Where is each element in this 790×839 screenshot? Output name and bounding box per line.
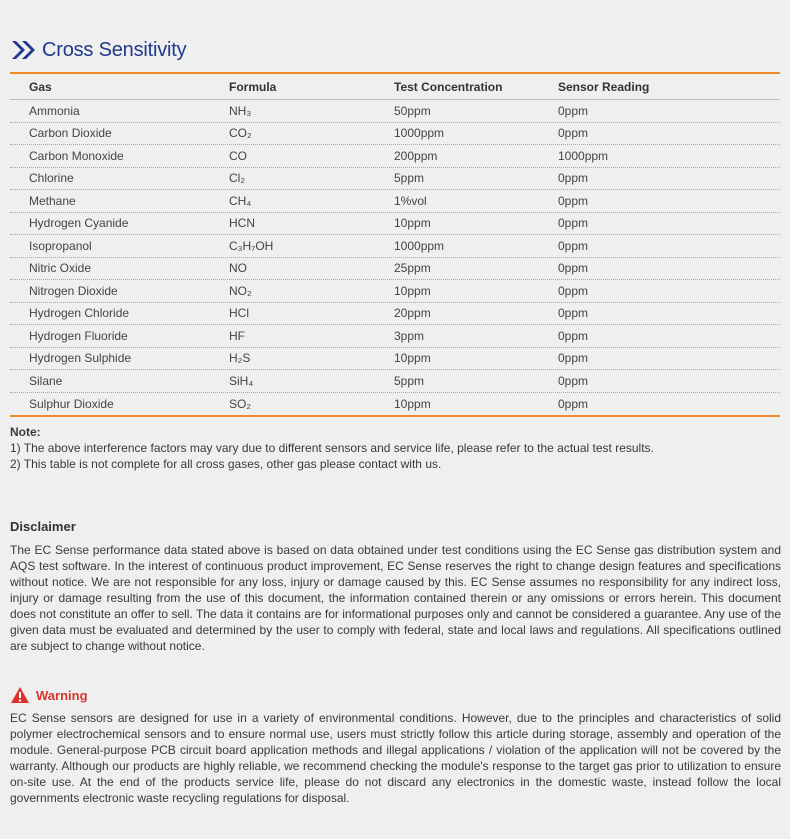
note-line: 2) This table is not complete for all cross gases, other gas please contact with us. bbox=[10, 457, 442, 471]
cell-reading: 0ppm bbox=[558, 261, 589, 276]
cell-concentration: 1000ppm bbox=[394, 238, 445, 253]
cell-gas: Ammonia bbox=[29, 103, 80, 118]
disclaimer-title: Disclaimer bbox=[10, 519, 76, 534]
header-gas: Gas bbox=[29, 79, 52, 94]
table-row bbox=[10, 370, 780, 393]
section-title: Cross Sensitivity bbox=[42, 38, 187, 61]
note-block bbox=[10, 424, 654, 472]
section-header bbox=[10, 38, 186, 62]
warning-title: Warning bbox=[36, 687, 88, 703]
cell-formula: SO₂ bbox=[229, 396, 251, 411]
double-chevron-right-icon bbox=[10, 39, 38, 61]
cell-gas: Methane bbox=[29, 193, 76, 208]
cell-gas: Nitrogen Dioxide bbox=[29, 283, 118, 298]
cell-concentration: 50ppm bbox=[394, 103, 431, 118]
cell-concentration: 25ppm bbox=[394, 261, 431, 276]
cell-gas: Sulphur Dioxide bbox=[29, 396, 114, 411]
cell-reading: 0ppm bbox=[558, 238, 589, 253]
cell-reading: 0ppm bbox=[558, 306, 589, 321]
cell-gas: Carbon Monoxide bbox=[29, 148, 124, 163]
cell-gas: Hydrogen Chloride bbox=[29, 306, 130, 321]
cell-concentration: 10ppm bbox=[394, 216, 431, 231]
cell-concentration: 1%vol bbox=[394, 193, 427, 208]
cell-gas: Hydrogen Cyanide bbox=[29, 216, 129, 231]
table-row bbox=[10, 213, 780, 236]
cell-formula: NO bbox=[229, 261, 247, 276]
cell-gas: Nitric Oxide bbox=[29, 261, 92, 276]
cell-formula: CO₂ bbox=[229, 126, 252, 141]
cell-concentration: 3ppm bbox=[394, 328, 425, 343]
cell-gas: Carbon Dioxide bbox=[29, 126, 112, 141]
cell-gas: Chlorine bbox=[29, 171, 74, 186]
cell-reading: 0ppm bbox=[558, 216, 589, 231]
cell-formula: CH₄ bbox=[229, 193, 252, 208]
cell-concentration: 5ppm bbox=[394, 171, 425, 186]
cell-formula: C₃H₇OH bbox=[229, 238, 274, 253]
table-row bbox=[10, 280, 780, 303]
note-title: Note: bbox=[10, 425, 41, 439]
disclaimer-text: The EC Sense performance data stated above is based on data obtained under test conditions using the EC Sense gas distribution system and AQS test software. In the interest of continuous product improvement, EC Sense reserves the right to change design features and specifications without notice. We are not responsible for any loss, injury or damage caused by this. EC Sense assumes no responsibility for any indirect loss, injury or damage resulting from the use of this document, the information contained therein or any omissions or errors herein. This document does not constitute an offer to sell. The data it contains are for informational purposes only and cannot be considered a guarantee. Any use of the given data must be evaluated and determined by the user to comply with federal, state and local laws and regulations. All specifications outlined are subject to change without notice. bbox=[10, 543, 781, 653]
cell-concentration: 200ppm bbox=[394, 148, 438, 163]
warning-triangle-icon bbox=[10, 686, 30, 704]
cell-formula: NO₂ bbox=[229, 283, 252, 298]
cell-formula: HF bbox=[229, 328, 245, 343]
header-concentration: Test Concentration bbox=[394, 79, 503, 94]
cell-concentration: 5ppm bbox=[394, 373, 425, 388]
cell-gas: Isopropanol bbox=[29, 238, 92, 253]
warning-text: EC Sense sensors are designed for use in a variety of environmental conditions. However, due to the principles and characteristics of solid polymer electrochemical sensors and to ensure normal use, users must strictly follow this article during storage, assembly and operation of the module. General-purpose PCB circuit board application methods and illegal applications / violation of the application will not be covered by the warranty. Although our products are highly reliable, we recommend checking the module's response to the target gas prior to utilization to ensure on-site use. At the end of the products service life, please do not discard any electronics in the domestic waste, instead follow the local governments electronic waste recycling regulations for disposal. bbox=[10, 711, 781, 805]
table-row bbox=[10, 100, 780, 123]
table-row bbox=[10, 145, 780, 168]
table-row bbox=[10, 303, 780, 326]
table-row bbox=[10, 325, 780, 348]
cross-sensitivity-table bbox=[10, 72, 780, 417]
table-row bbox=[10, 168, 780, 191]
cell-gas: Silane bbox=[29, 373, 63, 388]
table-body bbox=[10, 100, 780, 415]
table-row bbox=[10, 235, 780, 258]
cell-concentration: 1000ppm bbox=[394, 126, 445, 141]
table-row bbox=[10, 123, 780, 146]
cell-formula: CO bbox=[229, 148, 247, 163]
cell-gas: Hydrogen Fluoride bbox=[29, 328, 128, 343]
cell-concentration: 10ppm bbox=[394, 351, 431, 366]
header-formula: Formula bbox=[229, 79, 277, 94]
table-row bbox=[10, 393, 780, 416]
table-bottom-rule bbox=[10, 415, 780, 417]
cell-formula: H₂S bbox=[229, 351, 251, 366]
cell-formula: SiH₄ bbox=[229, 373, 254, 388]
warning-header bbox=[10, 686, 88, 704]
cell-reading: 0ppm bbox=[558, 171, 589, 186]
cell-formula: HCl bbox=[229, 306, 249, 321]
cell-formula: Cl₂ bbox=[229, 171, 245, 186]
cell-concentration: 10ppm bbox=[394, 396, 431, 411]
table-row bbox=[10, 258, 780, 281]
cell-gas: Hydrogen Sulphide bbox=[29, 351, 132, 366]
cell-formula: HCN bbox=[229, 216, 255, 231]
cell-formula: NH₃ bbox=[229, 103, 252, 118]
cell-reading: 0ppm bbox=[558, 103, 589, 118]
cell-reading: 1000ppm bbox=[558, 148, 609, 163]
cell-reading: 0ppm bbox=[558, 351, 589, 366]
table-row bbox=[10, 190, 780, 213]
header-reading: Sensor Reading bbox=[558, 79, 650, 94]
cell-reading: 0ppm bbox=[558, 283, 589, 298]
note-line: 1) The above interference factors may vary due to different sensors and service life, please refer to the actual test results. bbox=[10, 441, 654, 455]
cell-reading: 0ppm bbox=[558, 373, 589, 388]
table-header-row bbox=[10, 74, 780, 100]
cell-concentration: 20ppm bbox=[394, 306, 431, 321]
cell-reading: 0ppm bbox=[558, 328, 589, 343]
cell-reading: 0ppm bbox=[558, 193, 589, 208]
table-row bbox=[10, 348, 780, 371]
cell-reading: 0ppm bbox=[558, 126, 589, 141]
cell-reading: 0ppm bbox=[558, 396, 589, 411]
cell-concentration: 10ppm bbox=[394, 283, 431, 298]
